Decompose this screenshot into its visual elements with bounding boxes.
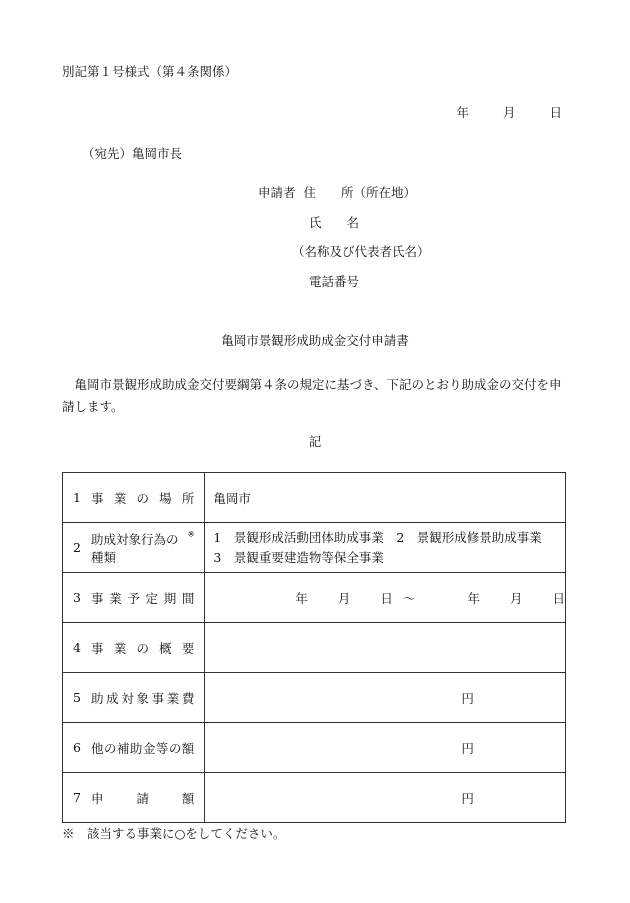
yen-unit: 円: [461, 690, 474, 706]
applicant-address-label: 住 所（所在地）: [303, 185, 416, 200]
body-text: 亀岡市景観形成助成金交付要綱第４条の規定に基づき、下記のとおり助成金の交付を申請します。: [62, 377, 562, 414]
location-field[interactable]: 亀岡市: [205, 473, 566, 523]
period-day: 日: [380, 590, 393, 606]
table-row: [63, 673, 566, 723]
row-label: [63, 773, 205, 823]
form-reference: 別記第１号様式（第４条関係）: [62, 64, 238, 79]
label-char: 業: [109, 590, 122, 606]
table-row: [63, 623, 566, 673]
label-char: 業: [113, 640, 127, 656]
row-label: [63, 573, 205, 623]
row-label: [63, 623, 205, 673]
document-title: 亀岡市景観形成助成金交付申請書: [221, 333, 409, 348]
date-month: 月: [502, 105, 516, 120]
type-option-line: 1 景観形成活動団体助成事業 2 景観形成修景助成事業: [213, 529, 542, 545]
label-char: の: [168, 740, 182, 756]
applicant-representative-label: （名称及び代表者氏名）: [292, 244, 430, 259]
label-char: 事: [151, 690, 165, 706]
label-char: 予: [127, 590, 140, 606]
period-day: 日: [552, 590, 565, 606]
label-char: 額: [181, 790, 195, 806]
label-char: の: [136, 640, 149, 656]
label-char: 場: [159, 490, 172, 506]
label-char: 申: [91, 790, 104, 806]
label-char: 事: [91, 640, 104, 656]
label-char: 助: [91, 690, 104, 706]
table-row: [63, 723, 566, 773]
label-char: 対: [121, 690, 134, 706]
applicant-label: 申請者: [258, 185, 296, 200]
period-year: 年: [467, 590, 480, 606]
label-char: 定: [145, 590, 159, 606]
period-month: 月: [337, 590, 351, 606]
label-char: 期: [163, 590, 177, 606]
type-option-line: 3 景観重要建造物等保全事業: [213, 549, 384, 565]
label-char: 業: [166, 690, 180, 706]
label-char: 象: [136, 690, 149, 706]
note-mark: ※: [187, 529, 195, 539]
type-options-field[interactable]: [205, 523, 566, 573]
date-year: 年: [456, 105, 469, 120]
label-char: 業: [113, 490, 127, 506]
label-char: 間: [181, 590, 195, 606]
label-text: 助成対象行為の種類: [91, 531, 179, 565]
applicant-phone-label: 電話番号: [309, 274, 360, 289]
label-char: の: [136, 490, 149, 506]
date-day: 日: [549, 105, 562, 120]
label-char: 事: [91, 590, 104, 606]
row-label: [63, 473, 205, 523]
label-char: 要: [181, 640, 195, 656]
row-number: 5: [73, 690, 81, 705]
label-char: 補: [116, 740, 130, 756]
footnote: ※ 該当する事業に○をしてください。: [62, 826, 286, 841]
label-char: 所: [181, 490, 195, 506]
other-subsidy-field[interactable]: [205, 723, 566, 773]
applicant-name-label: 氏 名: [309, 215, 360, 230]
table-row: [63, 473, 566, 523]
date-line: [456, 105, 562, 121]
row-label: [63, 523, 205, 573]
ki-heading: 記: [308, 434, 322, 449]
label-char: 額: [181, 740, 195, 756]
label-char: 請: [136, 790, 149, 806]
row-number: 2: [73, 540, 81, 555]
table-row: [63, 573, 566, 623]
row-label: [63, 723, 205, 773]
row-number: 7: [73, 790, 81, 805]
yen-unit: 円: [461, 740, 474, 756]
period-year: 年: [295, 590, 308, 606]
row-number: 6: [73, 740, 81, 755]
application-amount-field[interactable]: [205, 773, 566, 823]
label-char: 概: [159, 640, 172, 656]
label-char: 等: [155, 740, 169, 756]
label-char: の: [103, 740, 117, 756]
label-char: 事: [91, 490, 104, 506]
row-number: 4: [73, 640, 81, 655]
label-char: 成: [106, 690, 119, 706]
period-tilde: ～: [402, 590, 416, 606]
row-label: [63, 673, 205, 723]
label-char: 費: [181, 690, 195, 706]
label-char: 助: [129, 740, 143, 756]
label-char: 他: [91, 740, 104, 756]
yen-unit: 円: [461, 790, 474, 806]
table-row: [63, 773, 566, 823]
label-char: 金: [142, 740, 156, 756]
application-table: [62, 472, 566, 823]
applicant-address-line: [258, 185, 416, 201]
project-cost-field[interactable]: [205, 673, 566, 723]
row-number: 3: [73, 590, 81, 605]
period-field[interactable]: [205, 573, 566, 623]
period-month: 月: [509, 590, 523, 606]
summary-field[interactable]: [205, 623, 566, 673]
table-row: [63, 523, 566, 573]
addressee: （宛先）亀岡市長: [82, 146, 183, 161]
row-number: 1: [73, 490, 81, 505]
